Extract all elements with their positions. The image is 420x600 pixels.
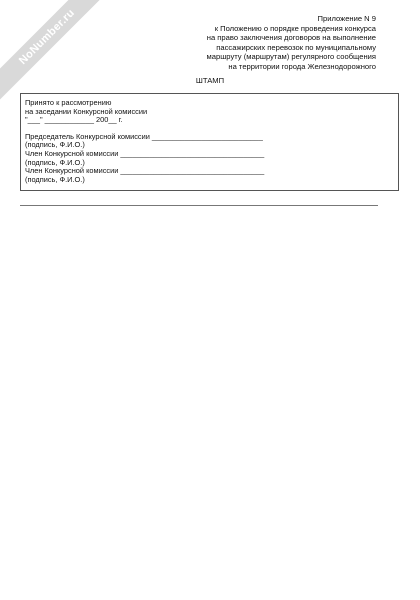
appendix-number: Приложение N 9 (317, 14, 376, 23)
watermark-logo: NoNumber.ru (0, 0, 115, 105)
date-line: "___" ____________ 200__ г. (25, 115, 123, 125)
signature-caption: (подпись, Ф.И.О.) (25, 174, 85, 184)
member-signature-line: Член Конкурсной комиссии ___________________________________ (25, 166, 265, 176)
member-signature-line: Член Конкурсной комиссии ___________________________________ (25, 148, 265, 158)
chairman-signature-line: Председатель Конкурсной комиссии ___________________________ (25, 131, 263, 141)
stamp-title: ШТАМП (195, 76, 225, 85)
appendix-line: на территории города Железнодорожного (228, 61, 376, 71)
accepted-text: Принято к рассмотрению (25, 98, 112, 107)
signature-caption: (подпись, Ф.И.О.) (25, 157, 85, 167)
appendix-line: к Положению о порядке проведения конкурса (214, 23, 376, 33)
stamp-box-content (25, 99, 264, 184)
appendix-line: на право заключения договоров на выполнение (206, 33, 376, 43)
signature-caption: (подпись, Ф.И.О.) (25, 140, 85, 150)
appendix-line: маршруту (маршрутам) регулярного сообщения (206, 52, 376, 62)
horizontal-rule (20, 205, 378, 206)
appendix-line: пассажирских перевозок по муниципальному (216, 42, 376, 52)
accepted-text: на заседании Конкурсной комиссии (25, 106, 148, 116)
stamp-box (20, 93, 399, 191)
appendix-header (136, 14, 376, 72)
